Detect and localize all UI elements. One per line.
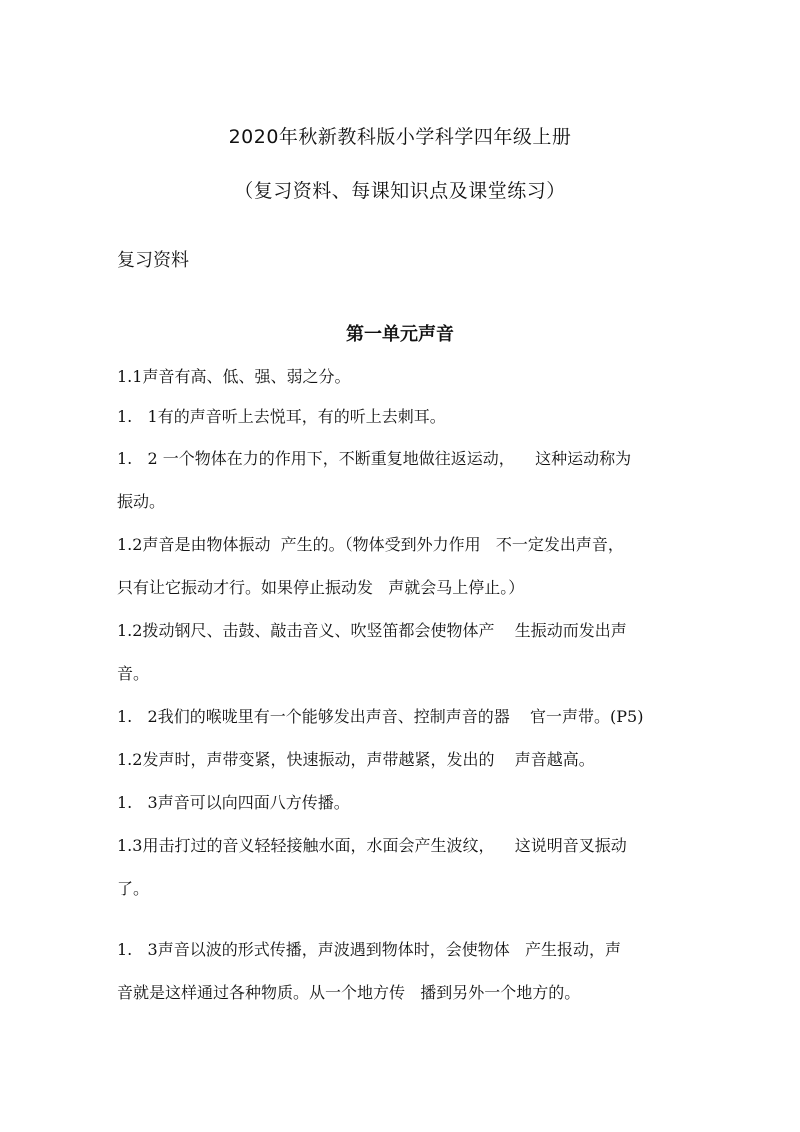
section-label: 复习资料	[117, 250, 189, 271]
text-line: 1. 3声音可以向四面八方传播。	[117, 793, 350, 812]
text-line: 1. 2 一个物体在力的作用下，不断重复地做往返运动， 这种运动称为	[117, 449, 632, 468]
text-line: 振动。	[117, 492, 166, 511]
text-line: 1.2发声时，声带变紧，快速振动，声带越紧，发出的 声音越高。	[117, 750, 595, 769]
text-line: 1.3用击打过的音义轻轻接触水面，水面会产生波纹， 这说明音叉振动	[117, 836, 627, 855]
text-line: 1. 1有的声音听上去悦耳，有的听上去刺耳。	[117, 407, 446, 426]
text-line: 了。	[117, 879, 150, 898]
text-line: 1. 2我们的喉咙里有一个能够发出声音、控制声音的器 官一声带。(P5)	[117, 707, 644, 726]
text-line: 音。	[117, 664, 150, 683]
text-line: 只有让它振动才行。如果停止振动发 声就会马上停止。）	[117, 578, 525, 597]
text-line: 1. 3声音以波的形式传播，声波遇到物体时，会使物体 产生报动，声	[117, 940, 621, 959]
document-title: 2020年秋新教科版小学科学四年级上册	[228, 126, 572, 148]
unit-heading: 第一单元声音	[346, 324, 454, 345]
text-line: 音就是这样通过各种物质。从一个地方传 播到另外一个地方的。	[117, 983, 581, 1002]
text-line: 1.2拨动钢尺、击鼓、敲击音义、吹竖笛都会使物体产 生振动而发出声	[117, 621, 627, 640]
document-subtitle: （复习资料、每课知识点及课堂练习）	[234, 180, 566, 202]
text-line: 1.1声音有高、低、强、弱之分。	[117, 367, 351, 386]
text-line: 1.2声音是由物体振动 产生的。（物体受到外力作用 不一定发出声音，	[117, 535, 624, 554]
